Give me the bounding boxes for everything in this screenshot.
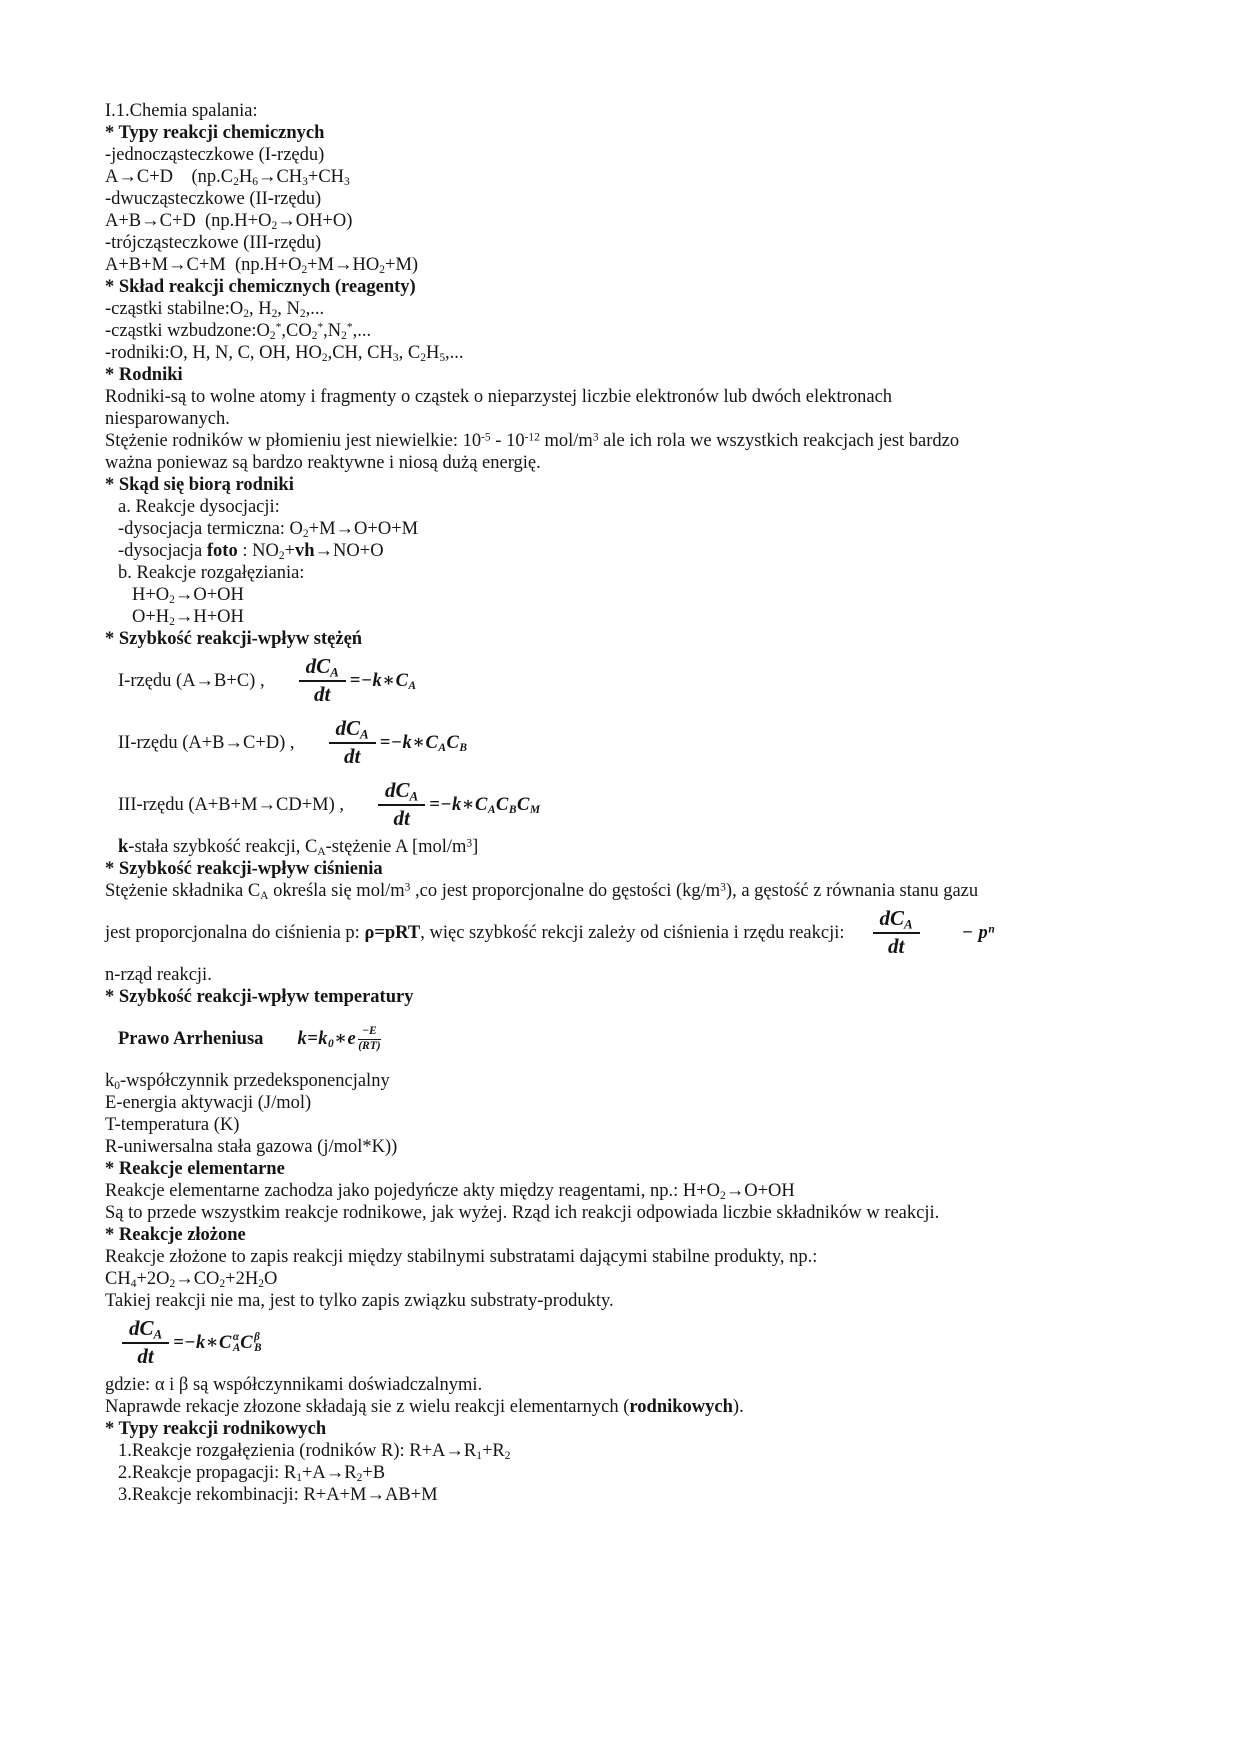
text-run: * Szybkość reakcji-wpływ stężęń bbox=[105, 629, 363, 649]
text-run: * Szybkość reakcji-wpływ temperatury bbox=[105, 987, 414, 1007]
text-line bbox=[105, 254, 1180, 276]
text-line bbox=[105, 452, 1180, 474]
text-line bbox=[105, 342, 1180, 364]
text-line bbox=[105, 1202, 1180, 1224]
math-run: C bbox=[240, 1333, 254, 1353]
text-run: n-rząd reakcji. bbox=[105, 965, 212, 985]
text-line bbox=[105, 144, 1180, 166]
text-run: niesparowanych. bbox=[105, 409, 230, 429]
text-run: * Reakcje złożone bbox=[105, 1225, 246, 1245]
text-line bbox=[105, 100, 1180, 122]
fraction: $\frac{dC_A}{dt}$ bbox=[122, 1317, 169, 1368]
text-line bbox=[105, 836, 1180, 858]
text-line bbox=[105, 1158, 1180, 1180]
text-run: Reakcje złożone to zapis reakcji między stabilnymi substratami dającymi stabilne produkty, np.: bbox=[105, 1247, 818, 1267]
text-run: b. Reakcje rozgałęziania: bbox=[118, 563, 305, 583]
text-line bbox=[105, 408, 1180, 430]
text-line bbox=[105, 1418, 1180, 1440]
text-run: R-uniwersalna stała gazowa (j/mol*K)) bbox=[105, 1137, 398, 1157]
text-line bbox=[105, 320, 1180, 342]
text-run: $H+O_2\to O+OH$ bbox=[132, 585, 244, 607]
text-run: * Reakcje elementarne bbox=[105, 1159, 285, 1179]
text-line bbox=[105, 986, 1180, 1008]
document-body bbox=[105, 100, 1180, 1506]
text-run: -cząstki $wzbudzone:O_2^*,CO_2^*,N_2^*$,... bbox=[105, 321, 372, 343]
text-run: E-energia aktywacji (J/mol) bbox=[105, 1093, 312, 1113]
text-run: 2.Reakcje propagacji: $R_1+A\to R_2+B$ bbox=[118, 1463, 386, 1485]
text-run: -rodniki:O, H, N, C, OH, $HO_2,CH$, $CH_3$, $C_2H_5$,... bbox=[105, 343, 464, 365]
text-run: 1.Reakcje rozgałęzienia (rodników R): $R+A\to R_1+R_2$ bbox=[118, 1441, 511, 1463]
text-line bbox=[105, 1092, 1180, 1114]
text-line bbox=[105, 298, 1180, 320]
text-line bbox=[105, 122, 1180, 144]
fraction: −E (RT) bbox=[358, 1025, 381, 1052]
text-run: A→C+D ($np.C_2H_6\to CH_3+CH_3$ bbox=[105, 167, 350, 189]
text-run: I.1.Chemia spalania: bbox=[105, 101, 258, 121]
text-line bbox=[105, 1396, 1180, 1418]
text-line bbox=[105, 1114, 1180, 1136]
text-line bbox=[105, 540, 1180, 562]
fraction: $\frac{dC_A}{dt}$ bbox=[329, 717, 376, 768]
text-line bbox=[105, 1374, 1180, 1396]
text-run: Stężenie składnika $C_A$ określa się mol/$m^3$ ,co jest proporcjonalne do gęstości $(kg/m^3)$, a gęstość z równania stanu gazu bbox=[105, 881, 979, 903]
math-run: =−k∗C bbox=[173, 1333, 232, 1353]
text-line bbox=[105, 1224, 1180, 1246]
text-run: III-rzędu (A+B+M→CD+M) , bbox=[118, 795, 345, 815]
text-line bbox=[105, 584, 1180, 606]
text-run: * Typy reakcji chemicznych bbox=[105, 123, 325, 143]
sup-sub-stack: α A bbox=[232, 1330, 241, 1354]
text-run: * Szybkość reakcji-wpływ ciśnienia bbox=[105, 859, 383, 879]
text-run: * Typy reakcji rodnikowych bbox=[105, 1419, 327, 1439]
text-line bbox=[105, 628, 1180, 650]
math-run: $=-k∗C_AC_B$ bbox=[379, 733, 468, 755]
text-run: k-stała szybkość reakcji, $C_A$-stężenie A $[mol/m^3]$ bbox=[118, 837, 479, 859]
fraction: $\frac{dC_A}{dt}$ bbox=[299, 655, 346, 706]
text-run: Rodniki-są to wolne atomy i fragmenty o cząstek o nieparzystej liczbie elektronów lub dwóch elektronach bbox=[105, 387, 893, 407]
text-line bbox=[105, 518, 1180, 540]
formula-line bbox=[105, 902, 1180, 964]
sup-sub-stack: β B bbox=[254, 1330, 262, 1354]
text-line bbox=[105, 276, 1180, 298]
fraction: $\frac{dC_A}{dt}$ bbox=[378, 779, 425, 830]
text-run: -dysocjacja termiczna: $O_2+M\to O+O+M$ bbox=[118, 519, 419, 541]
text-run: -dysocjacja foto : $NO_2+vh\to NO+O$ bbox=[118, 541, 384, 563]
text-line bbox=[105, 430, 1180, 452]
text-line bbox=[105, 496, 1180, 518]
text-run: $O+H_2\to H+OH$ bbox=[132, 607, 244, 629]
text-run: 3.Reakcje rekombinacji: R+A+M→AB+M bbox=[118, 1485, 438, 1505]
text-line bbox=[105, 166, 1180, 188]
text-run: A+B+M→C+M $(np.H+O_2+M\to HO_2+M)$ bbox=[105, 255, 419, 277]
text-run: I-rzędu (A→B+C) , bbox=[118, 671, 265, 691]
text-line bbox=[105, 1268, 1180, 1290]
text-run: * Skład reakcji chemicznych (reagenty) bbox=[105, 277, 416, 297]
formula-line bbox=[105, 1008, 1180, 1070]
math-run: $k=k_0∗e$ bbox=[297, 1029, 357, 1051]
text-run: -jednocząsteczkowe (I-rzędu) bbox=[105, 145, 325, 165]
text-run: II-rzędu (A+B→C+D) , bbox=[118, 733, 295, 753]
text-line bbox=[105, 1136, 1180, 1158]
text-run: -cząstki $stabilne:O_2$, $H_2$, $N_2$,... bbox=[105, 299, 325, 321]
text-run: Reakcje elementarne zachodza jako pojedyńcze akty między reagentami, np.: $H+O_2\to O+OH$ bbox=[105, 1181, 795, 1203]
math-run: − $p^n$ bbox=[961, 923, 996, 943]
text-line bbox=[105, 1246, 1180, 1268]
text-line bbox=[105, 364, 1180, 386]
text-line bbox=[105, 964, 1180, 986]
text-line bbox=[105, 858, 1180, 880]
text-run: a. Reakcje dysocjacji: bbox=[118, 497, 280, 517]
text-run: A+B→C+D $(np.H+O_2\to OH+O)$ bbox=[105, 211, 353, 233]
text-line bbox=[105, 232, 1180, 254]
text-line bbox=[105, 880, 1180, 902]
text-line bbox=[105, 1484, 1180, 1506]
text-line bbox=[105, 188, 1180, 210]
text-run: * Rodniki bbox=[105, 365, 183, 385]
text-run: -dwucząsteczkowe (II-rzędu) bbox=[105, 189, 322, 209]
text-run: $k_0$-współczynnik przedeksponencjalny bbox=[105, 1071, 390, 1093]
text-line bbox=[105, 474, 1180, 496]
text-run: Naprawde rekacje złozone składają sie z wielu reakcji elementarnych (rodnikowych). bbox=[105, 1397, 744, 1417]
text-line bbox=[105, 210, 1180, 232]
text-line bbox=[105, 562, 1180, 584]
math-run: $=-k∗C_A$ bbox=[349, 671, 417, 693]
text-line bbox=[105, 1290, 1180, 1312]
text-run: Są to przede wszystkim reakcje rodnikowe, jak wyżej. Rząd ich reakcji odpowiada liczbie składników w reakcji. bbox=[105, 1203, 940, 1223]
formula-line bbox=[105, 774, 1180, 836]
text-line bbox=[105, 1180, 1180, 1202]
text-run: jest proporcjonalna do ciśnienia p: ρ=pRT, więc szybkość rekcji zależy od ciśnienia i rzędu reakcji: bbox=[105, 923, 845, 943]
math-run: $=-k∗C_AC_BC_M$ bbox=[429, 795, 541, 817]
text-run: $CH_4+2O_2\to CO_2+2H_2O$ bbox=[105, 1269, 278, 1291]
text-run: Prawo Arrheniusa bbox=[118, 1029, 264, 1049]
formula-line bbox=[105, 712, 1180, 774]
text-run: * Skąd się biorą rodniki bbox=[105, 475, 294, 495]
formula-line bbox=[105, 1312, 1180, 1374]
text-run: gdzie: α i β są współczynnikami doświadczalnymi. bbox=[105, 1375, 483, 1395]
text-line bbox=[105, 606, 1180, 628]
text-run: ważna poniewaz są bardzo reaktywne i niosą dużą energię. bbox=[105, 453, 541, 473]
text-run: Takiej reakcji nie ma, jest to tylko zapis związku substraty-produkty. bbox=[105, 1291, 614, 1311]
text-line bbox=[105, 1070, 1180, 1092]
text-line bbox=[105, 386, 1180, 408]
text-line bbox=[105, 1462, 1180, 1484]
text-run: Stężenie rodników w płomieniu jest niewielkie: $10^{-5} - 10^{-12}$ mol/$m^3$ ale ich rola we wszystkich reakcjach jest bardzo bbox=[105, 431, 960, 451]
text-run: T-temperatura (K) bbox=[105, 1115, 240, 1135]
text-line bbox=[105, 1440, 1180, 1462]
formula-line bbox=[105, 650, 1180, 712]
text-run: -trójcząsteczkowe (III-rzędu) bbox=[105, 233, 322, 253]
fraction: $\frac{dC_A}{dt}$ bbox=[873, 907, 920, 958]
